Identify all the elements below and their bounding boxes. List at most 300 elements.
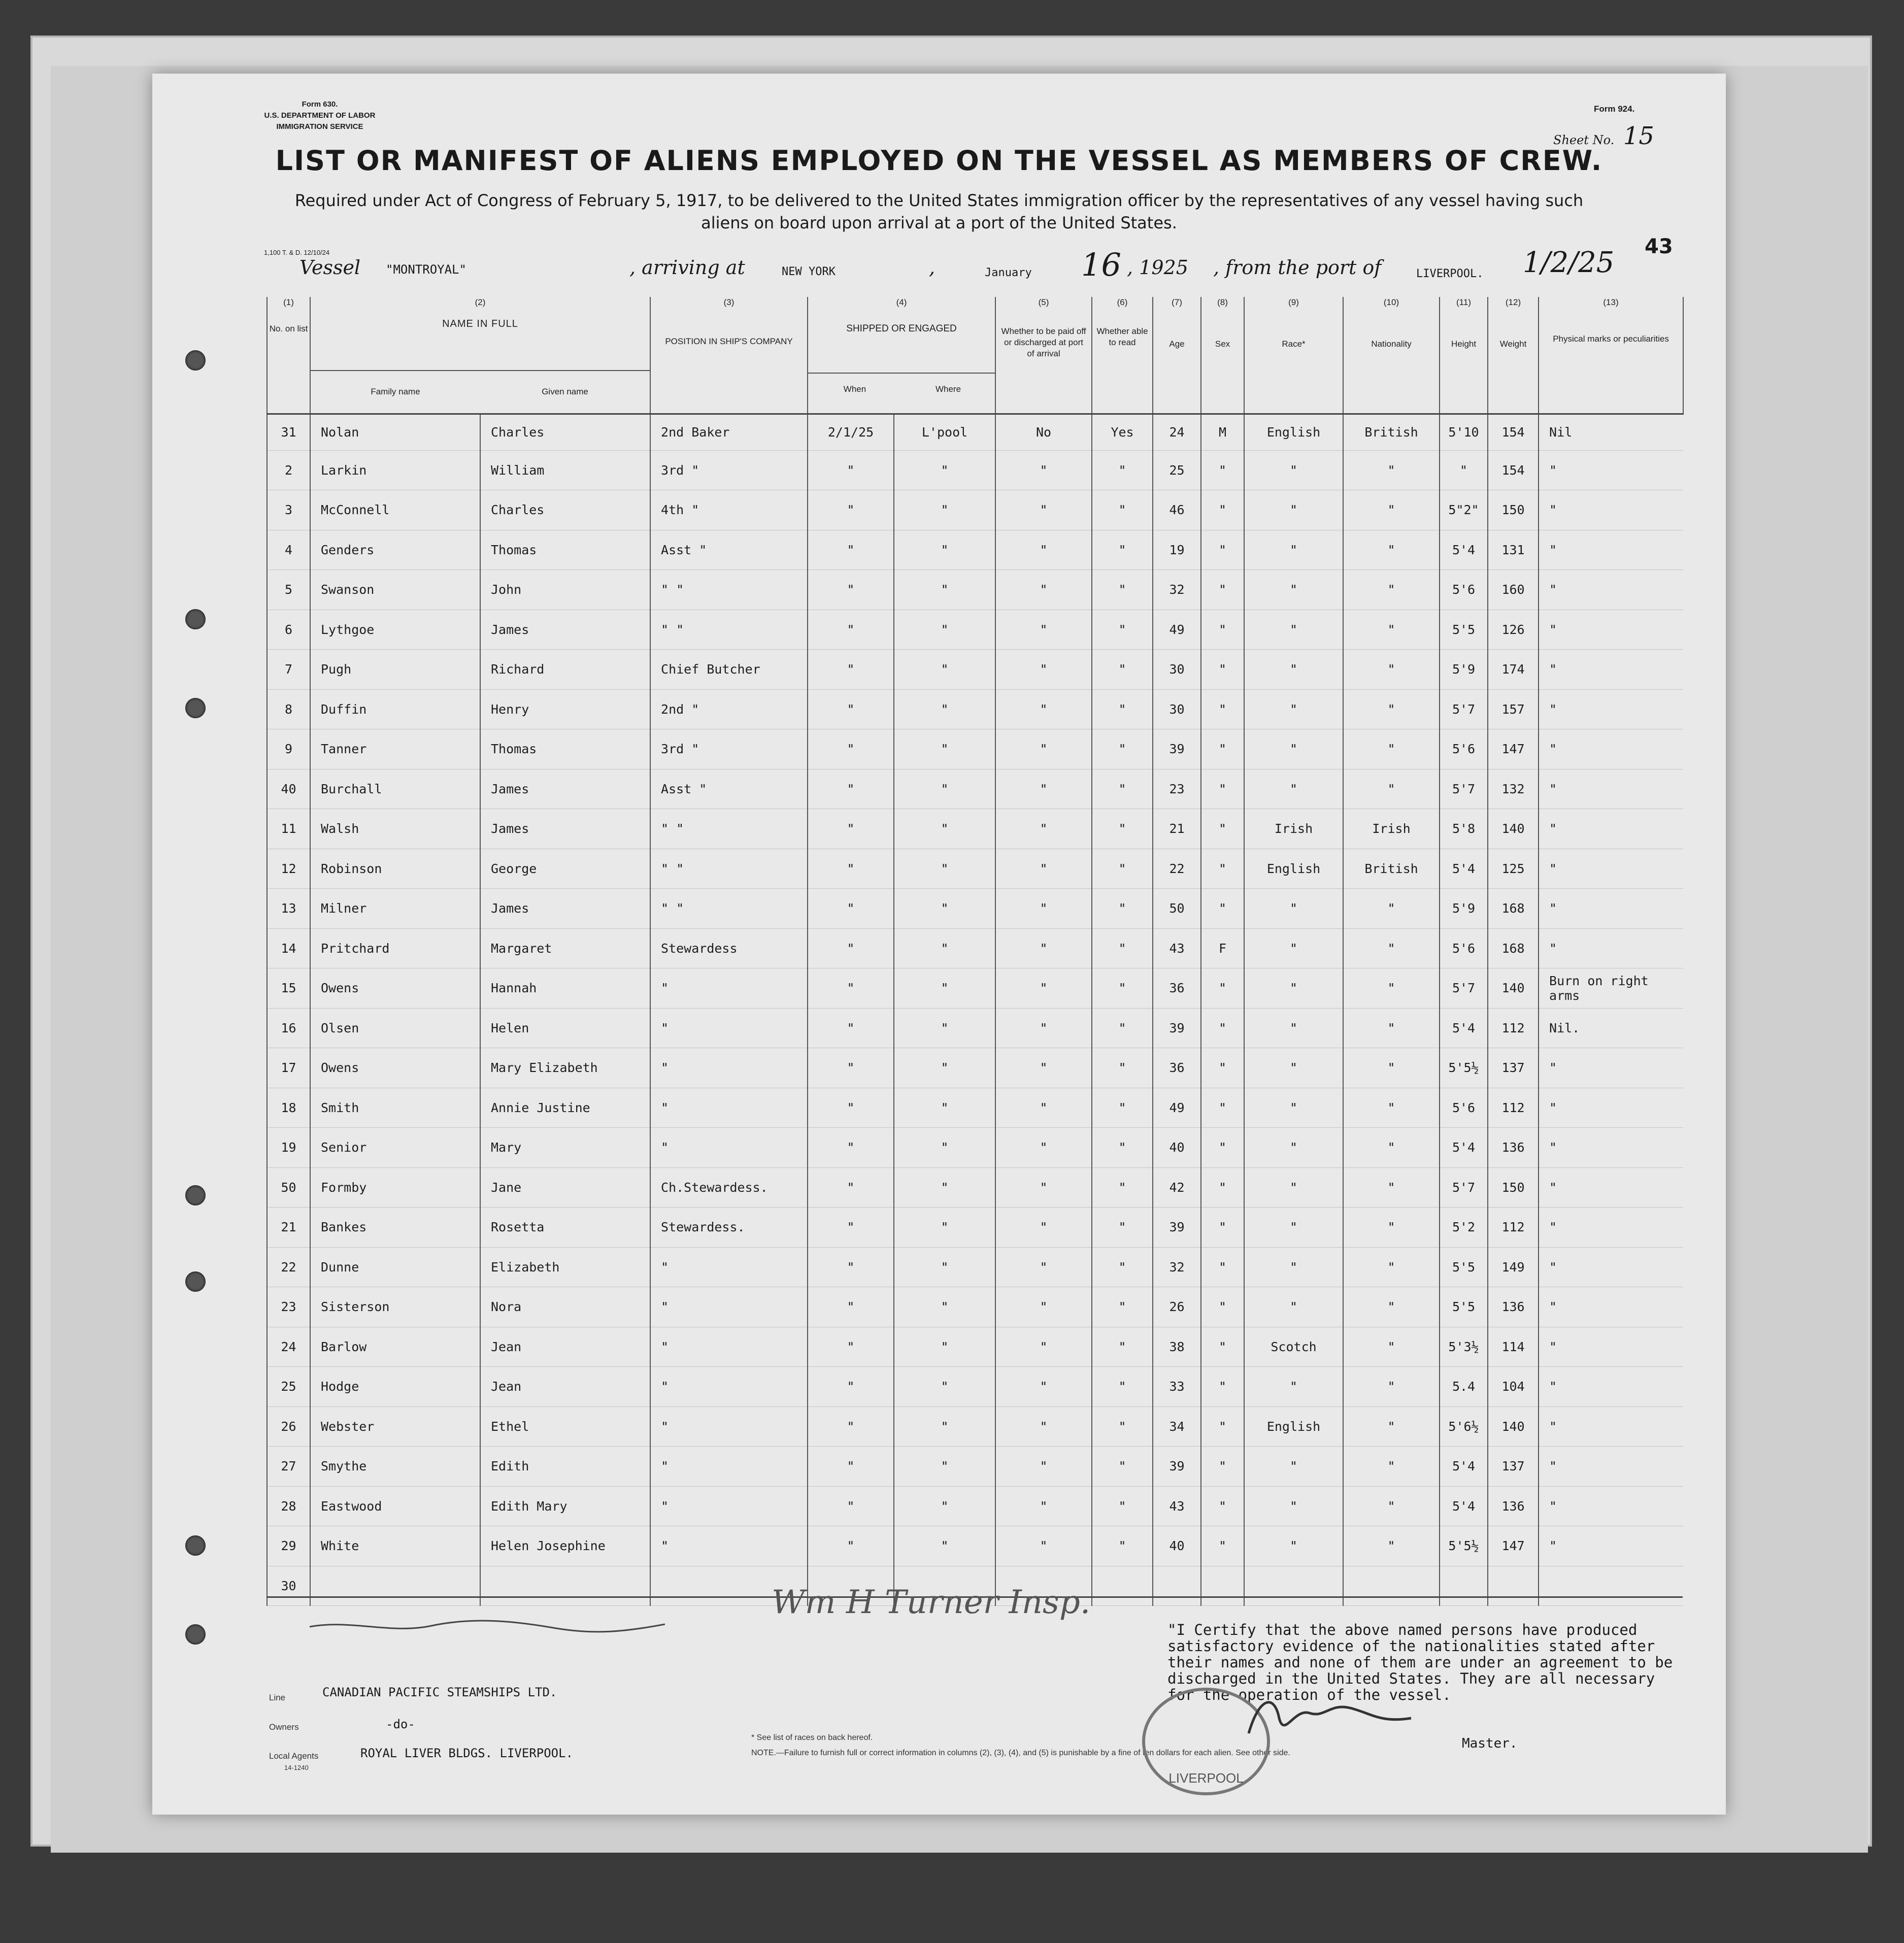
col-marks [1539,297,1683,414]
from-port: LIVERPOOL. [1416,267,1484,280]
given-name: Jean [480,1327,650,1367]
arrival-day: 16 [1081,246,1121,283]
height: 5'8 [1440,809,1488,849]
given-name: Ethel [480,1406,650,1447]
nationality: " [1343,530,1440,570]
physical-marks: " [1539,490,1683,530]
age: 49 [1153,610,1201,650]
printer-code: 1,100 T. & D. 12/10/24 [264,249,330,256]
row-number: 16 [267,1008,310,1048]
crew-table [266,297,1684,1606]
height: 5'10 [1440,414,1488,450]
age: 24 [1153,414,1201,450]
table-row [267,570,1683,610]
nationality: " [1343,1526,1440,1566]
sex: " [1201,1526,1244,1566]
race: " [1244,1208,1343,1248]
position: " [650,1406,808,1447]
weight: 147 [1488,729,1539,769]
family-name: Robinson [310,849,480,889]
inspector-signature: Wm H Turner Insp. [772,1584,1091,1621]
family-name: Lythgoe [310,610,480,650]
col-nationality [1343,297,1440,414]
weight: 112 [1488,1088,1539,1128]
race: " [1244,769,1343,809]
given-name: Charles [480,414,650,450]
row-number: 17 [267,1048,310,1088]
weight: 149 [1488,1247,1539,1287]
physical-marks: " [1539,849,1683,889]
col-num: (4) [896,297,907,307]
position: " [650,1008,808,1048]
empty-cell [310,1566,480,1606]
sex: " [1201,1008,1244,1048]
given-name: Mary [480,1128,650,1168]
row-number: 2 [267,450,310,490]
table-body [267,414,1683,1606]
height: 5'4 [1440,1008,1488,1048]
table-row [267,729,1683,769]
sex: " [1201,1247,1244,1287]
physical-marks: " [1539,450,1683,490]
shipped-where: " [894,849,995,889]
sex: " [1201,1048,1244,1088]
able-to-read: Yes [1092,414,1153,450]
shipped-when: " [808,1406,894,1447]
able-to-read: " [1092,1048,1153,1088]
family-name: Smythe [310,1447,480,1487]
race: " [1244,530,1343,570]
shipped-when: " [808,1048,894,1088]
shipped-where: " [894,1486,995,1526]
col-shipped-label: SHIPPED OR ENGAGED [846,323,957,334]
shipped-where: " [894,650,995,690]
shipped-when: " [808,769,894,809]
age: 43 [1153,1486,1201,1526]
race: " [1244,689,1343,729]
able-to-read: " [1092,729,1153,769]
paid-off: No [995,414,1092,450]
shipped-when: " [808,689,894,729]
nationality: " [1343,1088,1440,1128]
physical-marks: " [1539,1447,1683,1487]
able-to-read: " [1092,490,1153,530]
paid-off: " [995,450,1092,490]
height: 5'7 [1440,689,1488,729]
race: " [1244,1088,1343,1128]
height: 5'7 [1440,1167,1488,1208]
form-header-left [239,99,401,132]
row-number: 40 [267,769,310,809]
col-weight [1488,297,1539,414]
physical-marks: " [1539,729,1683,769]
position: " [650,1247,808,1287]
paid-off: " [995,1208,1092,1248]
table-row [267,1247,1683,1287]
subtitle-line-1: Required under Act of Congress of February 5, 1917, to be delivered to the United States immigration officer by the representatives of any vessel having such [294,191,1584,210]
weight: 140 [1488,809,1539,849]
shipped-when: " [808,889,894,929]
given-name: Helen Josephine [480,1526,650,1566]
col-when-label: When [843,384,866,394]
col-height-label: Height [1451,339,1477,349]
weight: 154 [1488,414,1539,450]
shipped-where: " [894,1287,995,1327]
age: 40 [1153,1128,1201,1168]
physical-marks: " [1539,1367,1683,1407]
height: 5'5 [1440,610,1488,650]
age: 25 [1153,450,1201,490]
nationality: " [1343,889,1440,929]
physical-marks: " [1539,689,1683,729]
able-to-read: " [1092,1486,1153,1526]
nationality: " [1343,1486,1440,1526]
empty-cell [1440,1566,1488,1606]
nationality: " [1343,1128,1440,1168]
weight: 150 [1488,490,1539,530]
able-to-read: " [1092,689,1153,729]
race: " [1244,570,1343,610]
age: 49 [1153,1088,1201,1128]
able-to-read: " [1092,530,1153,570]
able-to-read: " [1092,968,1153,1009]
nationality: " [1343,729,1440,769]
col-shipped [808,297,995,414]
shipped-where: " [894,1447,995,1487]
paid-off: " [995,849,1092,889]
position: " [650,1526,808,1566]
race: " [1244,1526,1343,1566]
race: " [1244,1167,1343,1208]
page-number: 43 [1645,235,1673,258]
agents-label: Local Agents [269,1751,319,1761]
nationality: " [1343,570,1440,610]
height: 5'4 [1440,1128,1488,1168]
shipped-when: " [808,650,894,690]
family-name: Smith [310,1088,480,1128]
physical-marks: " [1539,1088,1683,1128]
weight: 112 [1488,1008,1539,1048]
age: 32 [1153,570,1201,610]
position: Stewardess. [650,1208,808,1248]
weight: 104 [1488,1367,1539,1407]
sex: " [1201,1287,1244,1327]
col-sex-label: Sex [1215,339,1230,349]
sex: " [1201,610,1244,650]
age: 40 [1153,1526,1201,1566]
row-number: 30 [267,1566,310,1606]
arriving-label: , arriving at [629,256,745,279]
height: 5'5½ [1440,1048,1488,1088]
sex: M [1201,414,1244,450]
able-to-read: " [1092,1167,1153,1208]
height: 5'4 [1440,530,1488,570]
table-row [267,1167,1683,1208]
shipped-where: " [894,809,995,849]
vessel-name: "MONTROYAL" [386,262,466,277]
family-name: Duffin [310,689,480,729]
given-name: Helen [480,1008,650,1048]
given-name: James [480,889,650,929]
family-name: Barlow [310,1327,480,1367]
subtitle-line-2: aliens on board upon arrival at a port of the United States. [701,213,1177,232]
height: 5'3½ [1440,1327,1488,1367]
physical-marks: " [1539,1247,1683,1287]
weight: 131 [1488,530,1539,570]
given-name: Margaret [480,928,650,968]
paid-off: " [995,650,1092,690]
nationality: " [1343,450,1440,490]
physical-marks: Nil. [1539,1008,1683,1048]
table-row [267,1048,1683,1088]
position: " " [650,849,808,889]
weight: 112 [1488,1208,1539,1248]
given-name: Nora [480,1287,650,1327]
height: 5'6 [1440,570,1488,610]
col-read [1092,297,1153,414]
height: 5'5 [1440,1287,1488,1327]
binder-hole [185,1185,206,1205]
handwritten-date: 1/2/25 [1523,246,1615,279]
row-number: 23 [267,1287,310,1327]
race: " [1244,1287,1343,1327]
shipped-where: " [894,1088,995,1128]
shipped-when: " [808,849,894,889]
able-to-read: " [1092,1327,1153,1367]
age: 36 [1153,968,1201,1009]
family-name: Pritchard [310,928,480,968]
able-to-read: " [1092,1287,1153,1327]
age: 46 [1153,490,1201,530]
col-sex [1201,297,1244,414]
given-name: Thomas [480,530,650,570]
age: 38 [1153,1327,1201,1367]
row-number: 8 [267,689,310,729]
table-row [267,1128,1683,1168]
col-num: (13) [1603,297,1619,307]
paid-off: " [995,1128,1092,1168]
sex: " [1201,729,1244,769]
vessel-label: Vessel [299,256,361,279]
age: 42 [1153,1167,1201,1208]
position: 3rd " [650,450,808,490]
weight: 137 [1488,1048,1539,1088]
shipped-when: " [808,1367,894,1407]
sex: " [1201,570,1244,610]
table-row [267,1287,1683,1327]
col-nationality-label: Nationality [1371,339,1412,349]
paid-off: " [995,610,1092,650]
table-row [267,1208,1683,1248]
position: " [650,1088,808,1128]
table-row [267,414,1683,450]
paid-off: " [995,1406,1092,1447]
row-number: 31 [267,414,310,450]
sex: " [1201,968,1244,1009]
shipped-when: " [808,1486,894,1526]
sex: " [1201,1447,1244,1487]
shipped-where: " [894,889,995,929]
family-name: Larkin [310,450,480,490]
race: " [1244,610,1343,650]
nationality: " [1343,650,1440,690]
col-age-label: Age [1169,339,1185,349]
height: 5'5½ [1440,1526,1488,1566]
row-number: 24 [267,1327,310,1367]
sex: " [1201,1167,1244,1208]
col-position [650,297,808,414]
binder-hole [185,350,206,371]
col-paid [995,297,1092,414]
nationality: " [1343,928,1440,968]
weight: 136 [1488,1128,1539,1168]
physical-marks: " [1539,1486,1683,1526]
table-row [267,530,1683,570]
given-name: Jean [480,1367,650,1407]
able-to-read: " [1092,1406,1153,1447]
family-name: McConnell [310,490,480,530]
weight: 140 [1488,1406,1539,1447]
table-header [267,297,1683,414]
row-number: 15 [267,968,310,1009]
age: 39 [1153,729,1201,769]
nationality: " [1343,490,1440,530]
paid-off: " [995,1008,1092,1048]
weight: 125 [1488,849,1539,889]
paid-off: " [995,490,1092,530]
family-name: Formby [310,1167,480,1208]
nationality: " [1343,1008,1440,1048]
able-to-read: " [1092,570,1153,610]
able-to-read: " [1092,1128,1153,1168]
height: 5'6 [1440,1088,1488,1128]
table-row [267,1406,1683,1447]
race: " [1244,490,1343,530]
agents-value: ROYAL LIVER BLDGS. LIVERPOOL. [360,1746,574,1760]
row-number: 6 [267,610,310,650]
table-row [267,1447,1683,1487]
comma: , [929,256,936,279]
nationality: " [1343,1287,1440,1327]
col-no-label: No. on list [269,324,308,333]
family-name: Swanson [310,570,480,610]
race: Scotch [1244,1327,1343,1367]
empty-cell [1153,1566,1201,1606]
owners-label: Owners [269,1722,299,1732]
position: " [650,1048,808,1088]
given-name: Charles [480,490,650,530]
table-row [267,849,1683,889]
sex: " [1201,530,1244,570]
table-row [267,689,1683,729]
table-row [267,450,1683,490]
owners-value: -do- [386,1717,415,1731]
row-number: 12 [267,849,310,889]
able-to-read: " [1092,610,1153,650]
table-row [267,490,1683,530]
shipped-when: " [808,570,894,610]
sex: " [1201,1208,1244,1248]
position: " " [650,570,808,610]
sex: " [1201,490,1244,530]
family-name: Sisterson [310,1287,480,1327]
nationality: " [1343,1048,1440,1088]
sex: " [1201,1128,1244,1168]
col-race [1244,297,1343,414]
shipped-where: " [894,490,995,530]
shipped-where: L'pool [894,414,995,450]
table-row [267,928,1683,968]
position: " " [650,809,808,849]
paid-off: " [995,1247,1092,1287]
form-number-right: Form 924. [1594,104,1635,114]
race: " [1244,889,1343,929]
paid-off: " [995,1088,1092,1128]
col-name-label: NAME IN FULL [442,318,518,329]
height: 5'9 [1440,650,1488,690]
height: 5'6 [1440,928,1488,968]
shipped-when: " [808,1526,894,1566]
paid-off: " [995,689,1092,729]
shipped-where: " [894,1128,995,1168]
sex: " [1201,689,1244,729]
family-name: Webster [310,1406,480,1447]
col-num: (11) [1456,297,1471,307]
position: Asst " [650,530,808,570]
position: " " [650,610,808,650]
certification-text: "I Certify that the above named persons have produced satisfactory evidence of the nationalities stated after their names and none of them are under an agreement to be discharged in the United States. They are all necessary for the operation of the vessel. [1167,1621,1673,1703]
age: 50 [1153,889,1201,929]
family-name: Walsh [310,809,480,849]
physical-marks: Burn on right arms [1539,968,1683,1009]
binder-hole [185,1535,206,1556]
shipped-where: " [894,1327,995,1367]
age: 19 [1153,530,1201,570]
manifest-page [152,74,1726,1815]
col-num: (5) [1038,297,1049,307]
table-row [267,650,1683,690]
nationality: " [1343,610,1440,650]
page-subtitle [264,189,1614,234]
shipped-where: " [894,928,995,968]
binder-hole [185,609,206,629]
nationality: Irish [1343,809,1440,849]
row-number: 22 [267,1247,310,1287]
nationality: " [1343,689,1440,729]
table-row [267,1327,1683,1367]
height: 5'7 [1440,968,1488,1009]
table-row [267,1486,1683,1526]
table-row [267,1088,1683,1128]
height: 5'6½ [1440,1406,1488,1447]
shipped-when: " [808,1008,894,1048]
physical-marks: " [1539,1167,1683,1208]
position: Ch.Stewardess. [650,1167,808,1208]
physical-marks: " [1539,889,1683,929]
shipped-when: " [808,928,894,968]
family-name: Burchall [310,769,480,809]
height: 5'4 [1440,1486,1488,1526]
empty-cell [1539,1566,1683,1606]
paid-off: " [995,1526,1092,1566]
race: " [1244,1447,1343,1487]
able-to-read: " [1092,1247,1153,1287]
family-name: Tanner [310,729,480,769]
row-number: 5 [267,570,310,610]
able-to-read: " [1092,1088,1153,1128]
binder-hole [185,698,206,718]
given-name: Elizabeth [480,1247,650,1287]
